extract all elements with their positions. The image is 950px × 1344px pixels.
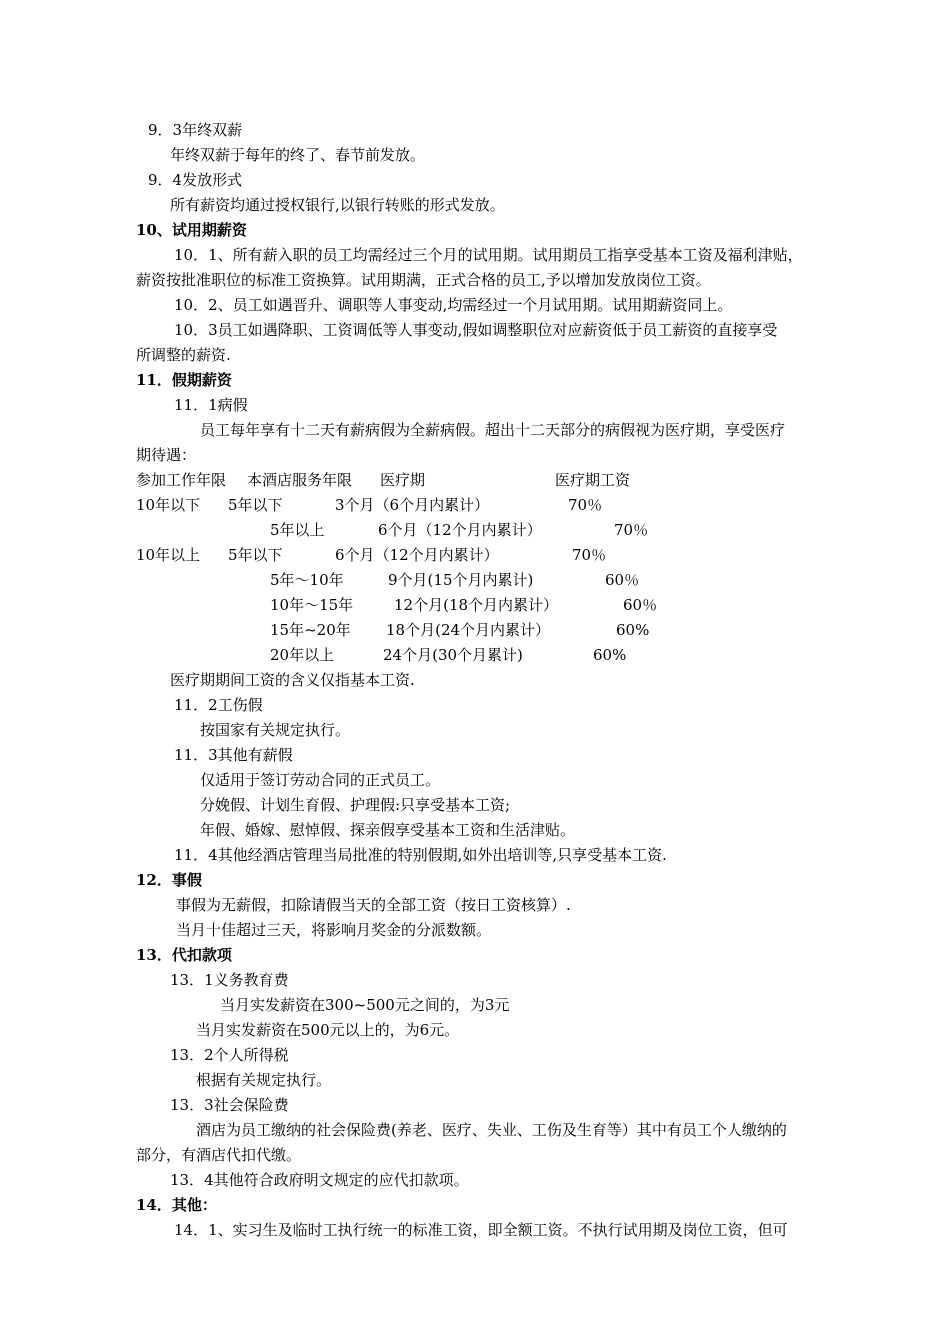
section-heading: 11．3其他有薪假 — [174, 746, 293, 764]
table-header-cell: 医疗期 — [380, 471, 426, 489]
table-cell: 6个月（12个月内累计） — [335, 546, 499, 564]
paragraph: 期待遇： — [136, 446, 197, 464]
paragraph: 14．1、实习生及临时工执行统一的标准工资，即全额工资。不执行试用期及岗位工资，但可 — [174, 1221, 788, 1239]
paragraph: 薪资按批准职位的标准工资换算。试用期满，正式合格的员工,予以增加发放岗位工资。 — [136, 271, 711, 289]
section-title: 14．其他： — [136, 1196, 217, 1214]
table-cell: 3个月（6个月内累计） — [335, 496, 490, 514]
paragraph: 事假为无薪假，扣除请假当天的全部工资（按日工资核算）. — [176, 896, 571, 914]
section-heading: 9．4发放形式 — [148, 171, 243, 189]
paragraph: 按国家有关规定执行。 — [200, 721, 351, 739]
table-header-cell: 医疗期工资 — [555, 471, 631, 489]
table-cell: 12个月(18个月内累计） — [394, 596, 559, 614]
paragraph: 仅适用于签订劳动合同的正式员工。 — [200, 771, 441, 789]
paragraph: 医疗期期间工资的含义仅指基本工资. — [170, 671, 415, 689]
section-title: 13．代扣款项 — [136, 946, 232, 964]
section-heading: 9．3年终双薪 — [148, 121, 243, 139]
table-cell: 70％ — [568, 496, 603, 514]
paragraph: 所调整的薪资. — [136, 346, 231, 364]
section-heading: 13．2个人所得税 — [170, 1046, 289, 1064]
table-cell: 60％ — [605, 571, 640, 589]
section-heading: 13．3社会保险费 — [170, 1096, 289, 1114]
paragraph: 年假、婚嫁、慰悼假、探亲假享受基本工资和生活津贴。 — [200, 821, 576, 839]
table-cell: 10年以上 — [136, 546, 201, 564]
paragraph: 10．3员工如遇降职、工资调低等人事变动,假如调整职位对应薪资低于员工薪资的直接享受 — [174, 321, 778, 339]
table-cell: 60% — [593, 646, 627, 664]
table-cell: 5年以下 — [228, 496, 283, 514]
paragraph: 酒店为员工缴纳的社会保险费(养老、医疗、失业、工伤及生育等）其中有员工个人缴纳的 — [196, 1121, 787, 1139]
table-cell: 20年以上 — [270, 646, 335, 664]
table-cell: 5年～10年 — [270, 571, 344, 589]
paragraph: 10．1、所有薪入职的员工均需经过三个月的试用期。试用期员工指享受基本工资及福利津贴， — [174, 246, 803, 264]
table-cell: 60％ — [623, 596, 658, 614]
section-heading: 11．2工伤假 — [174, 696, 263, 714]
table-cell: 5年以上 — [270, 521, 325, 539]
paragraph: 分娩假、计划生育假、护理假:只享受基本工资; — [200, 796, 511, 814]
table-cell: 10年～15年 — [270, 596, 354, 614]
paragraph: 当月实发薪资在300~500元之间的，为3元 — [220, 996, 510, 1014]
section-heading: 11．1病假 — [174, 396, 248, 414]
table-cell: 70％ — [572, 546, 607, 564]
table-cell: 5年以下 — [228, 546, 283, 564]
table-cell: 70％ — [614, 521, 649, 539]
section-title: 12．事假 — [136, 871, 202, 889]
table-header-cell: 本酒店服务年限 — [247, 471, 353, 489]
table-cell: 10年以下 — [136, 496, 201, 514]
table-cell: 24个月(30个月累计) — [383, 646, 523, 664]
paragraph: 员工每年享有十二天有薪病假为全薪病假。超出十二天部分的病假视为医疗期，享受医疗 — [200, 421, 786, 439]
paragraph: 部分，有酒店代扣代缴。 — [136, 1146, 302, 1164]
paragraph: 所有薪资均通过授权银行,以银行转账的形式发放。 — [170, 196, 505, 214]
table-cell: 18个月(24个月内累计） — [386, 621, 551, 639]
paragraph: 当月十佳超过三天，将影响月奖金的分派数额。 — [176, 921, 492, 939]
table-cell: 6个月（12个月内累计） — [378, 521, 542, 539]
paragraph: 根据有关规定执行。 — [196, 1071, 332, 1089]
paragraph: 13．4其他符合政府明文规定的应代扣款项。 — [170, 1171, 469, 1189]
section-title: 10、试用期薪资 — [136, 221, 247, 239]
table-cell: 60% — [616, 621, 650, 639]
section-title: 11．假期薪资 — [136, 371, 232, 389]
paragraph: 10．2、员工如遇晋升、调职等人事变动,均需经过一个月试用期。试用期薪资同上。 — [174, 296, 733, 314]
paragraph: 11．4其他经酒店管理当局批准的特别假期,如外出培训等,只享受基本工资. — [174, 846, 667, 864]
table-cell: 15年~20年 — [270, 621, 351, 639]
section-heading: 13．1义务教育费 — [170, 971, 289, 989]
table-cell: 9个月(15个月内累计) — [388, 571, 534, 589]
paragraph: 当月实发薪资在500元以上的，为6元。 — [196, 1021, 460, 1039]
paragraph: 年终双薪于每年的终了、春节前发放。 — [170, 146, 426, 164]
table-header-cell: 参加工作年限 — [136, 471, 227, 489]
